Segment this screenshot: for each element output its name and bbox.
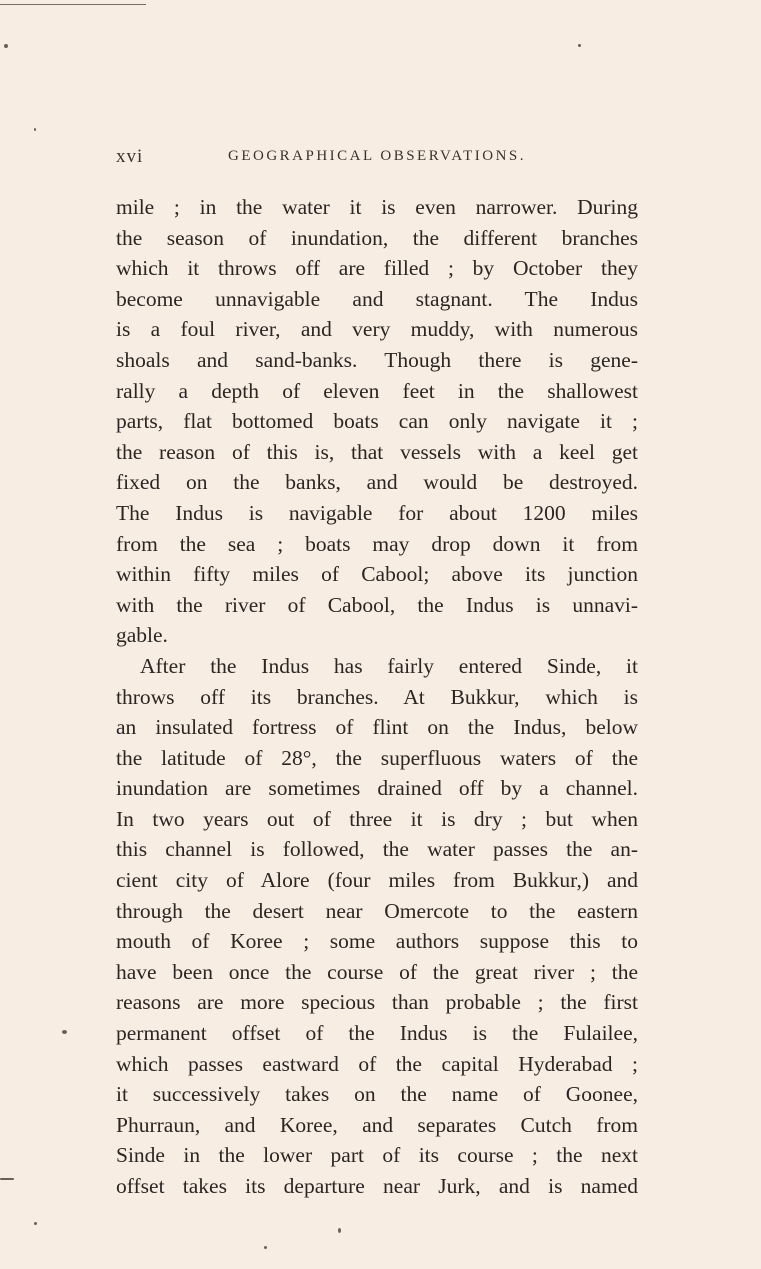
text-line: within fifty miles of Cabool; above its junction — [116, 562, 638, 587]
paper-speck — [338, 1228, 341, 1233]
text-line: offset takes its departure near Jurk, and is named — [116, 1174, 638, 1198]
text-line: this channel is followed, the water passes the an- — [116, 837, 638, 862]
text-line: Sinde in the lower part of its course ; the next — [116, 1143, 638, 1168]
text-line: permanent offset of the Indus is the Fulailee, — [116, 1021, 638, 1046]
running-head: GEOGRAPHICAL OBSERVATIONS. — [228, 148, 526, 164]
paragraph-start-line: After the Indus has fairly entered Sinde, it — [140, 653, 638, 678]
text-line: the reason of this is, that vessels with a keel get — [116, 439, 638, 464]
text-line: In two years out of three it is dry ; but when — [116, 806, 638, 831]
text-line: throws off its branches. At Bukkur, which is — [116, 684, 638, 709]
text-line: mouth of Koree ; some authors suppose this to — [116, 929, 638, 954]
text-line: rally a depth of eleven feet in the shallowest — [116, 378, 638, 403]
text-line: mile ; in the water it is even narrower. During — [116, 195, 638, 219]
page-header — [116, 146, 636, 170]
paper-speck — [34, 128, 36, 131]
text-line: gable. — [116, 623, 168, 648]
text-line: shoals and sand-banks. Though there is gene- — [116, 347, 638, 372]
top-rule — [0, 4, 146, 5]
text-line: the season of inundation, the different branches — [116, 225, 638, 250]
text-line: the latitude of 28°, the superfluous waters of the — [116, 745, 638, 770]
text-line: which it throws off are filled ; by October they — [116, 256, 638, 281]
text-line: with the river of Cabool, the Indus is unnavi- — [116, 592, 638, 617]
paper-speck — [578, 44, 581, 47]
text-line: cient city of Alore (four miles from Bukkur,) and — [116, 868, 638, 893]
text-line: reasons are more specious than probable ; the first — [116, 990, 638, 1015]
text-line: inundation are sometimes drained off by a channel. — [116, 776, 638, 801]
text-line: from the sea ; boats may drop down it from — [116, 531, 638, 556]
text-line: which passes eastward of the capital Hyderabad ; — [116, 1051, 638, 1076]
text-line: through the desert near Omercote to the eastern — [116, 898, 638, 923]
text-line: fixed on the banks, and would be destroyed. — [116, 470, 638, 495]
text-line: parts, flat bottomed boats can only navigate it ; — [116, 409, 638, 434]
paper-speck — [0, 1178, 14, 1180]
text-line: an insulated fortress of flint on the Indus, below — [116, 715, 638, 740]
text-line: become unnavigable and stagnant. The Indus — [116, 286, 638, 311]
body-text — [116, 192, 638, 1202]
text-line: have been once the course of the great river ; the — [116, 959, 638, 984]
paper-speck — [264, 1246, 267, 1249]
paper-speck — [62, 1030, 67, 1034]
text-line: Phurraun, and Koree, and separates Cutch from — [116, 1112, 638, 1137]
paper-speck — [34, 1222, 37, 1225]
text-line: The Indus is navigable for about 1200 miles — [116, 500, 638, 525]
paper-speck — [4, 44, 8, 48]
page-number: xvi — [116, 146, 144, 167]
text-line: it successively takes on the name of Goonee, — [116, 1082, 638, 1107]
text-line: is a foul river, and very muddy, with numerous — [116, 317, 638, 342]
